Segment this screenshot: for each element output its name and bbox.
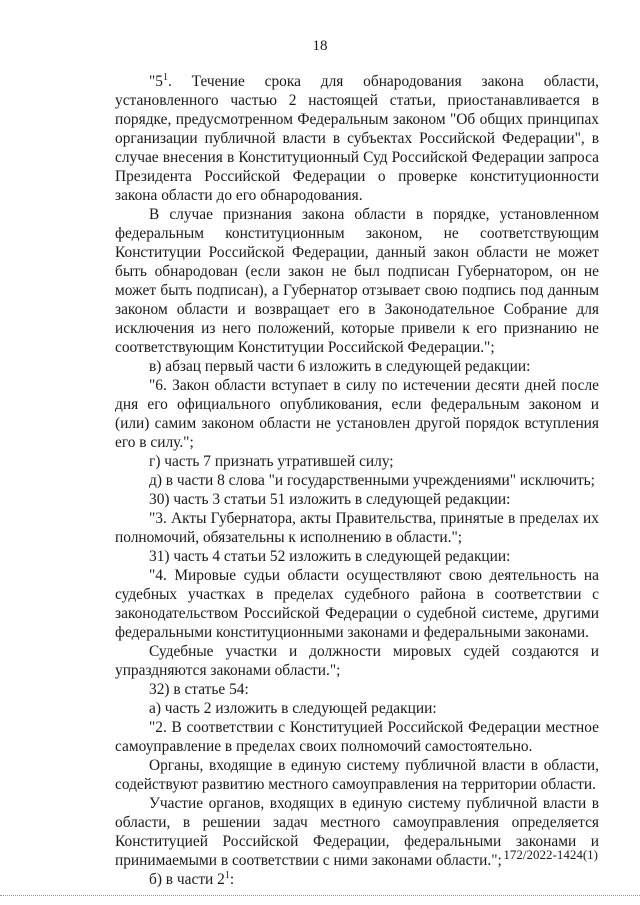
- paragraph: 30) часть 3 статьи 51 изложить в следующей редакции:: [149, 491, 511, 508]
- paragraph: Органы, входящие в единую систему публичной власти в области, содействуют развитию местного самоуправления на территории области.: [115, 757, 599, 793]
- paragraph: д) в части 8 слова "и государственными учреждениями" исключить;: [149, 472, 595, 489]
- document-code: 172/2022-1424(1): [503, 847, 598, 862]
- paragraph-text: . Течение срока для обнародования закона области, установленного частью 2 настоящей статьи, приостанавливается в порядке, предусмотренном Федеральным законом "Об общих принципах организации публичной власти в субъектах Российской Федерации", в случае внесения в Конституционный Суд Российской Федерации запроса Президента Российской Федерации о проверке конституционности закона области до его обнародования.: [115, 73, 599, 204]
- paragraph: а) часть 2 изложить в следующей редакции:: [149, 700, 437, 717]
- paragraph-text: "5: [149, 73, 163, 90]
- paragraph-part-2-1: [115, 870, 599, 889]
- paragraph: "3. Акты Губернатора, акты Правительства, принятые в пределах их полномочий, обязательны к исполнению в области.";: [115, 510, 599, 546]
- paragraph: в) абзац первый части 6 изложить в следующей редакции:: [149, 358, 531, 375]
- document-body: [115, 72, 599, 889]
- paragraph: Судебные участки и должности мировых судей создаются и упраздняются законами области.";: [115, 643, 599, 679]
- paragraph: "2. В соответствии с Конституцией Российской Федерации местное самоуправление в пределах своих полномочий самостоятельно.: [115, 719, 599, 755]
- superscript: 1: [162, 72, 168, 83]
- paragraph: В случае признания закона области в порядке, установленном федеральным конституционным законом, не соответствующим Конституции Российской Федерации, данный закон области не может быть обнародован (если закон не был подписан Губернатором, он не может быть подписан), а Губернатор отзывает свою подпись под данным законом области и возвращает его в Законодательное Собрание для исключения из него положений, которые привели к его признанию не соответствующим Конституции Российской Федерации.";: [115, 206, 599, 356]
- superscript: 1: [224, 870, 230, 881]
- paragraph: г) часть 7 признать утратившей силу;: [149, 453, 394, 470]
- paragraph: 32) в статье 54:: [149, 681, 249, 698]
- page-number: 18: [312, 38, 328, 54]
- paragraph: "4. Мировые судьи области осуществляют свою деятельность на судебных участках в пределах судебного района в соответствии с законодательством Российской Федерации о судебной системе, другими федеральными конституционными законами и федеральными законами.: [115, 567, 599, 641]
- paragraph-article-5-1: [115, 72, 599, 205]
- paragraph: Участие органов, входящих в единую систему публичной власти в области, в решении задач местного самоуправления определяется Конституцией Российской Федерации, федеральными законами и принимаемыми в соответствии с ними законами области.";: [115, 795, 599, 869]
- paragraph-text: б) в части 2: [149, 871, 225, 888]
- paragraph: "6. Закон области вступает в силу по истечении десяти дней после дня его официального опубликования, если федеральным законом и (или) самим законом области не установлен другой порядок вступления его в силу.";: [115, 377, 599, 451]
- paragraph: 31) часть 4 статьи 52 изложить в следующей редакции:: [149, 548, 511, 565]
- paragraph-text: :: [229, 871, 235, 888]
- scan-edge-line: [0, 895, 640, 896]
